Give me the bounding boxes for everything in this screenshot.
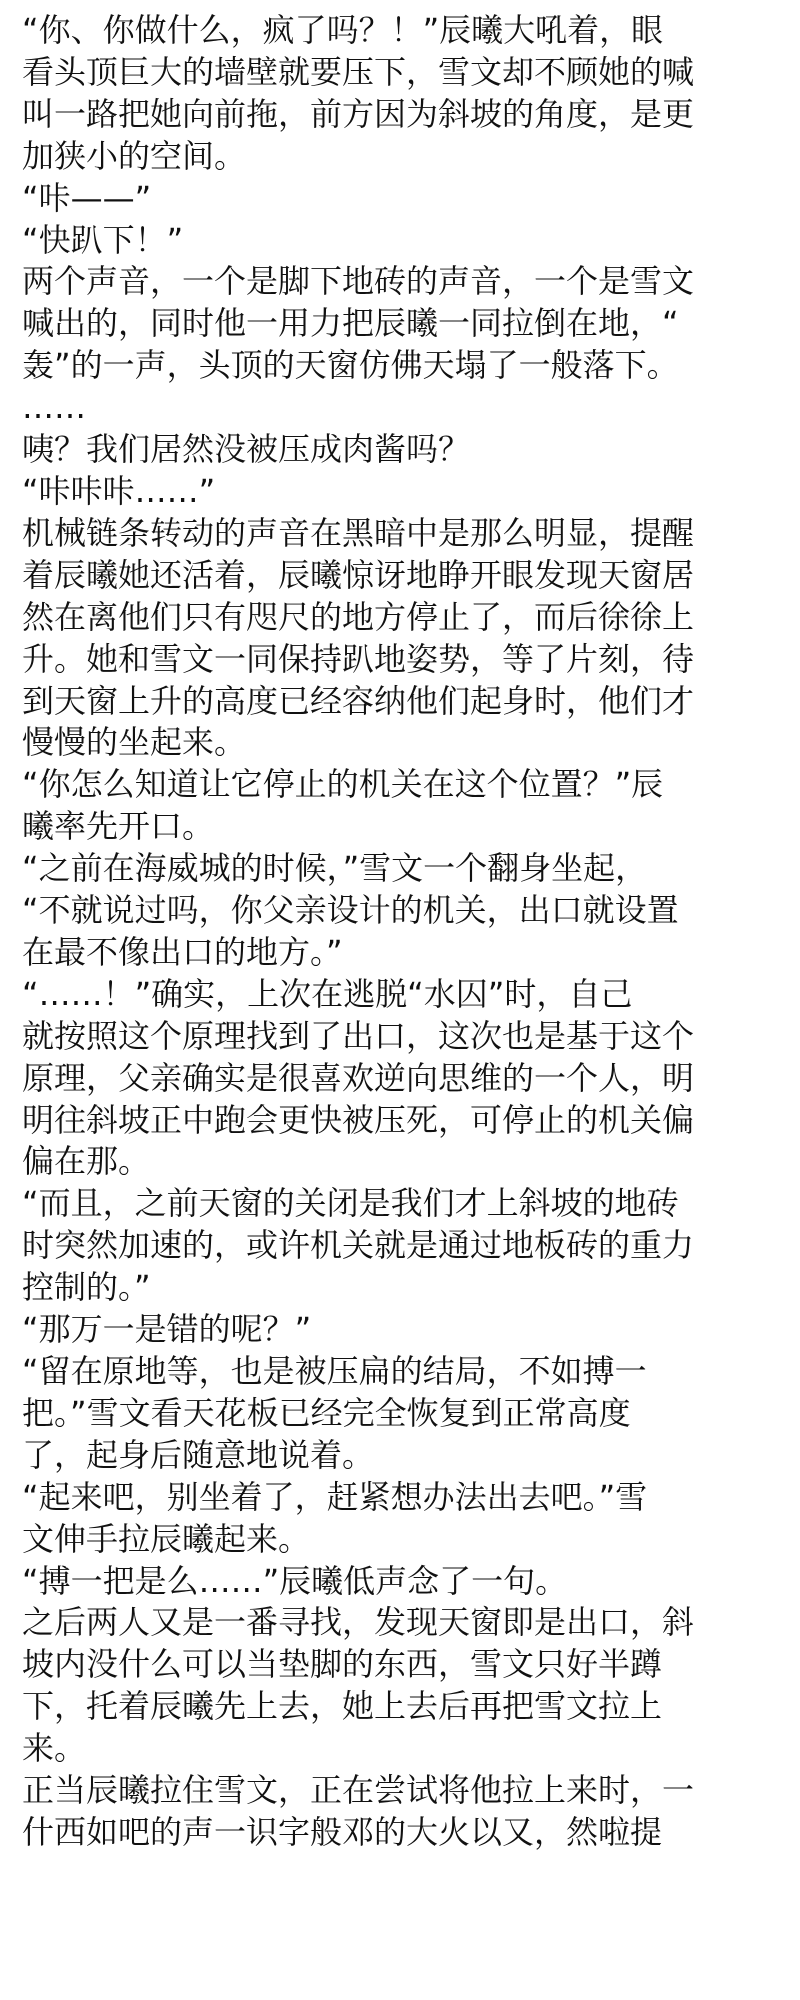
ellipsis-paragraph: ……: [22, 388, 86, 427]
paragraph: 咦？我们居然没被压成肉酱吗？: [22, 430, 471, 469]
cut-off-paragraph: 正当辰曦拉住雪文，正在尝试将他拉上来时，一 什西如吧的声一识字般邓的大火以又，然啦提: [22, 1771, 695, 1851]
paragraph: “之前在海威城的时候，”雪文一个翻身坐起， “不就说过吗，你父亲设计的机关，出口就设置 在最不像出口的地方。”: [22, 849, 679, 971]
paragraph: “你、你做什么，疯了吗？！”辰曦大吼着，眼 看头顶巨大的墙壁就要压下，雪文却不顾她的喊 叫一路把她向前拖，前方因为斜坡的角度，是更 加狭小的空间。: [22, 11, 695, 175]
paragraph: “起来吧，别坐着了，赶紧想办法出去吧。”雪 文伸手拉辰曦起来。: [22, 1477, 648, 1558]
paragraph: “留在原地等，也是被压扁的结局，不如搏一 把。”雪文看天花板已经完全恢复到正常高度 了，起身后随意地说着。: [22, 1352, 647, 1474]
paragraph: “咔咔咔……”: [22, 471, 216, 510]
paragraph: 两个声音，一个是脚下地砖的声音，一个是雪文 喊出的，同时他一用力把辰曦一同拉倒在地，“ 轰”的一声，头顶的天窗仿佛天塌了一般落下。: [22, 262, 695, 385]
paragraph: “咔——”: [22, 178, 152, 217]
novel-text-body: [22, 10, 782, 1854]
paragraph: “快趴下！”: [22, 220, 184, 259]
paragraph: 机械链条转动的声音在黑暗中是那么明显，提醒 着辰曦她还活着，辰曦惊讶地睁开眼发现天窗居 然在离他们只有咫尺的地方停止了，而后徐徐上 升。她和雪文一同保持趴地姿势，等了片刻，待 到天窗上升的高度已经容纳他们起身时，他们才 慢慢的坐起来。: [22, 513, 695, 762]
paragraph: “那万一是错的呢？”: [22, 1310, 312, 1349]
paragraph: “搏一把是么……”辰曦低声念了一句。: [22, 1561, 568, 1600]
paragraph: “而且，之前天窗的关闭是我们才上斜坡的地砖 时突然加速的，或许机关就是通过地板砖的重力 控制的。”: [22, 1184, 695, 1307]
paragraph: 之后两人又是一番寻找，发现天窗即是出口，斜 坡内没什么可以当垫脚的东西，雪文只好半蹲 下，托着辰曦先上去，她上去后再把雪文拉上 来。: [22, 1603, 695, 1768]
paragraph: “你怎么知道让它停止的机关在这个位置？”辰 曦率先开口。: [22, 765, 664, 846]
paragraph: “……！”确实，上次在逃脱“水囚”时，自己 就按照这个原理找到了出口，这次也是基于这个 原理，父亲确实是很喜欢逆向思维的一个人，明 明往斜坡正中跑会更快被压死，可停止的机关偏 偏在那。: [22, 974, 695, 1181]
